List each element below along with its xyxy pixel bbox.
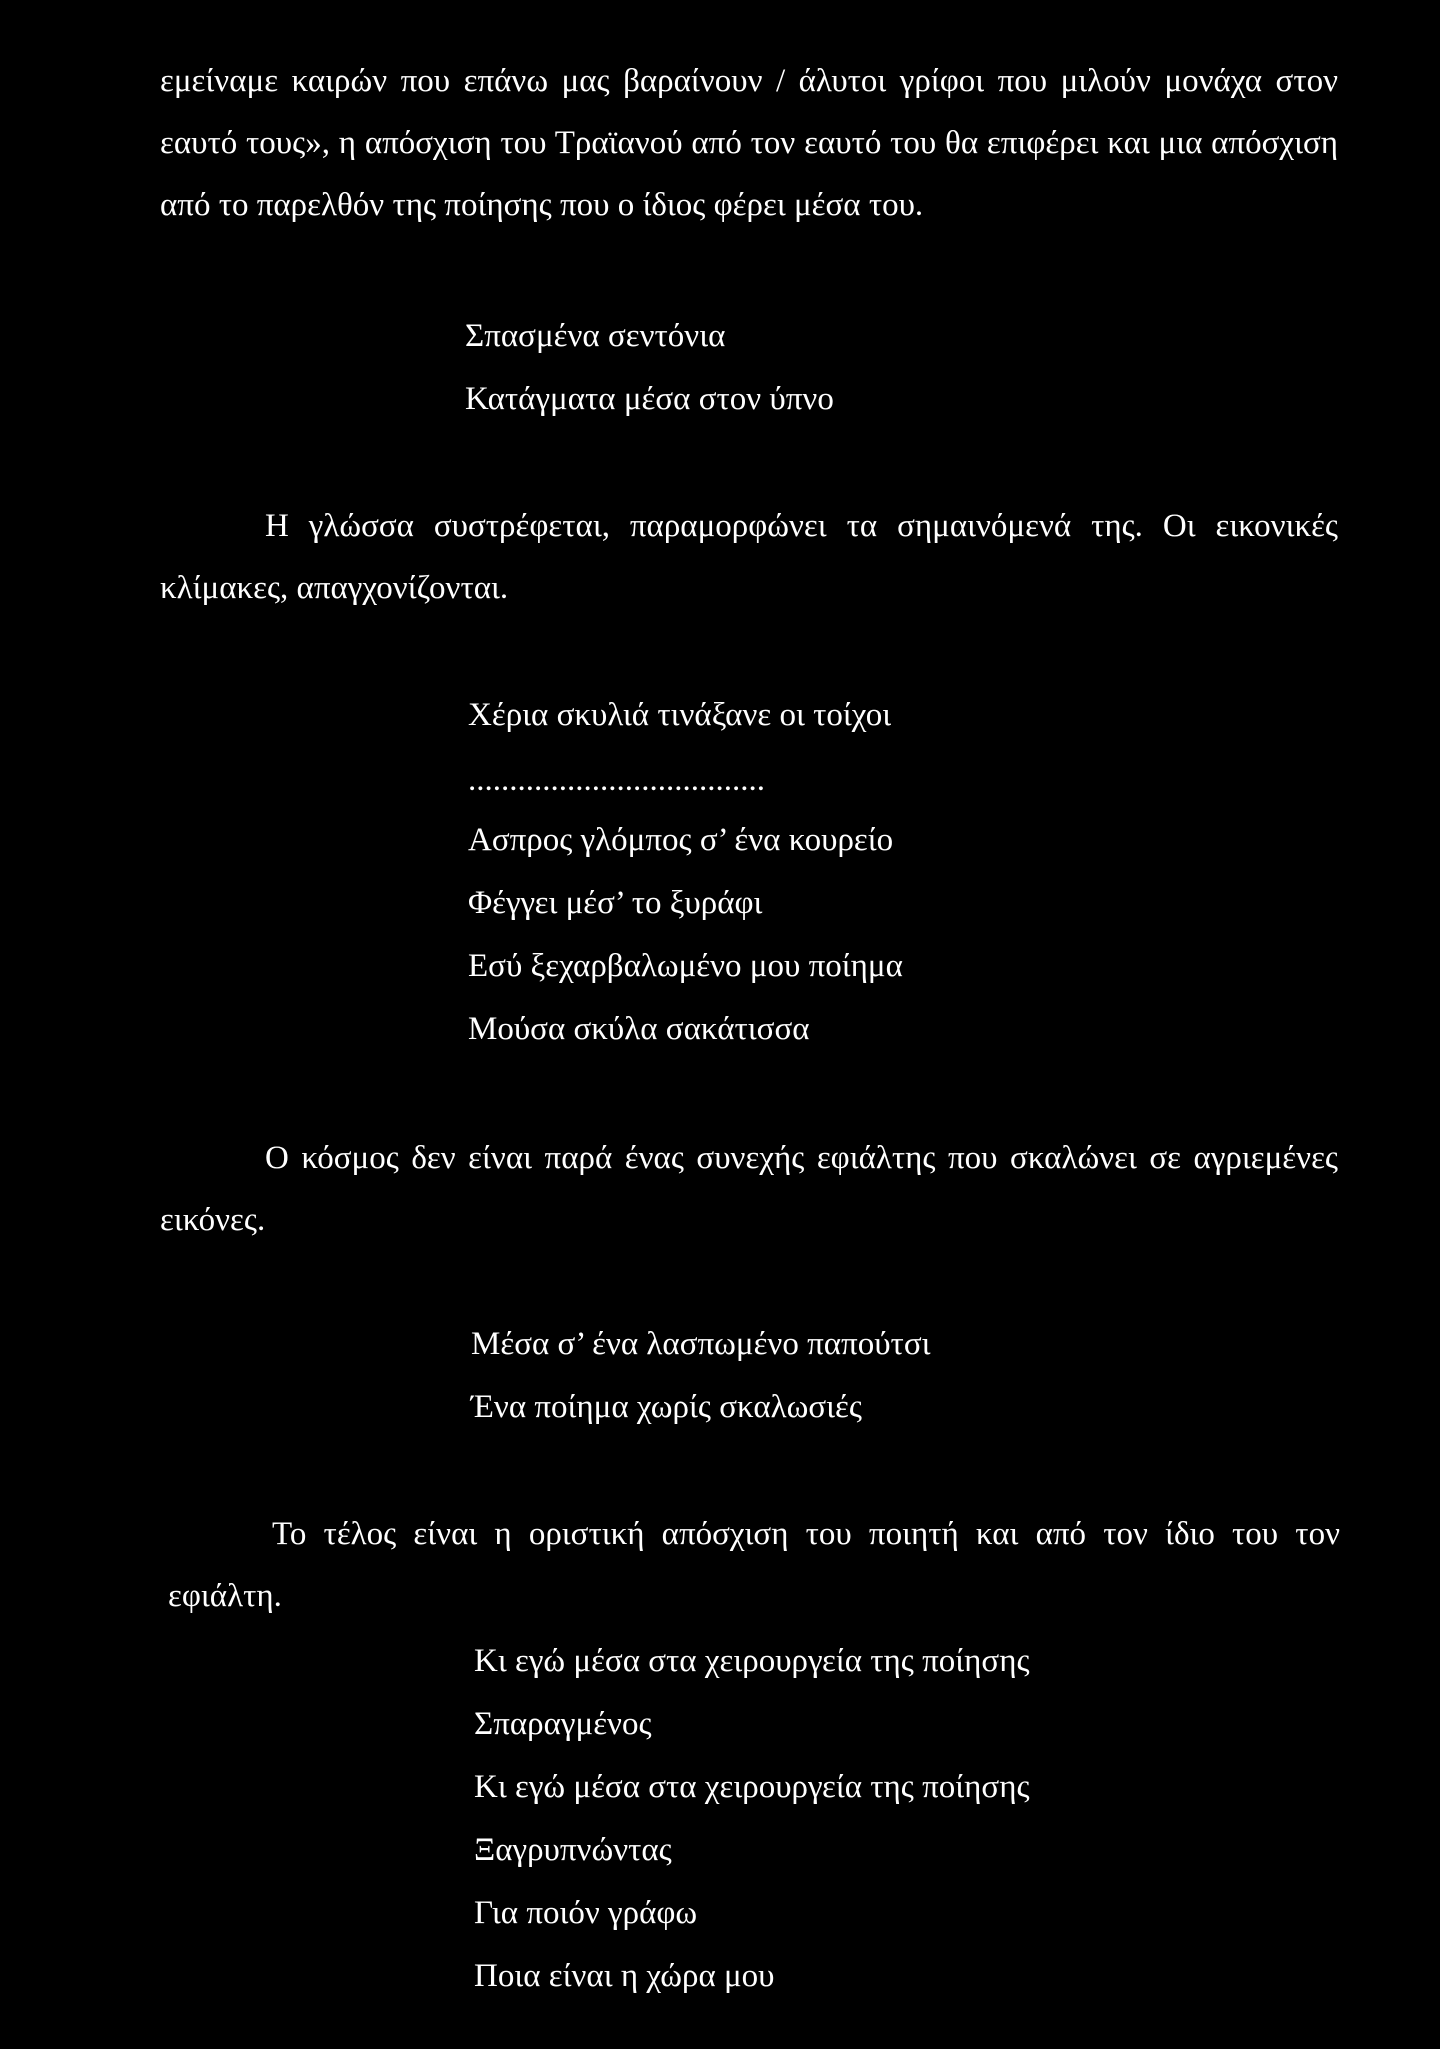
- poem-line: Μούσα σκύλα σακάτισσα: [468, 1011, 810, 1047]
- poem-line: Κι εγώ μέσα στα χειρουργεία της ποίησης: [474, 1769, 1030, 1805]
- poem-line: Μέσα σ’ ένα λασπωμένο παπούτσι: [471, 1326, 931, 1362]
- dotted-separator: ....................................: [468, 762, 765, 798]
- poem-line: Σπαραγμένος: [474, 1706, 652, 1742]
- poem-line: Ασπρος γλόμπος σ’ ένα κουρείο: [468, 822, 894, 858]
- poem-line: Εσύ ξεχαρβαλωμένο μου ποίημα: [468, 948, 903, 984]
- paragraph-4: Το τέλος είναι η οριστική απόσχιση του ποιητή και από τον ίδιο του τον εφιάλτη.: [168, 1516, 1340, 1614]
- paragraph-1: εμείναμε καιρών που επάνω μας βαραίνουν / άλυτοι γρίφοι που μιλούν μονάχα στον εαυτό τους», η απόσχιση του Τραϊανού από τον εαυτό του θα επιφέρει και μια απόσχιση από το παρελθόν της ποίησης που ο ίδιος φέρει μέσα του.: [160, 63, 1338, 223]
- poem-line: Ποια είναι η χώρα μου: [474, 1958, 775, 1994]
- poem-line: Σπασμένα σεντόνια: [465, 318, 726, 354]
- poem-line: Για ποιόν γράφω: [474, 1895, 698, 1931]
- poem-line: Φέγγει μέσ’ το ξυράφι: [468, 885, 763, 921]
- paragraph-3: Ο κόσμος δεν είναι παρά ένας συνεχής εφιάλτης που σκαλώνει σε αγριεμένες εικόνες.: [160, 1140, 1338, 1238]
- paragraph-2: Η γλώσσα συστρέφεται, παραμορφώνει τα σημαινόμενά της. Οι εικονικές κλίμακες, απαγχονίζονται.: [160, 508, 1338, 606]
- poem-line: Κι εγώ μέσα στα χειρουργεία της ποίησης: [474, 1643, 1030, 1679]
- poem-line: Ξαγρυπνώντας: [474, 1832, 672, 1868]
- poem-line: Χέρια σκυλιά τινάξανε οι τοίχοι: [468, 697, 892, 733]
- poem-line: Ένα ποίημα χωρίς σκαλωσιές: [471, 1389, 862, 1425]
- poem-line: Κατάγματα μέσα στον ύπνο: [465, 381, 834, 417]
